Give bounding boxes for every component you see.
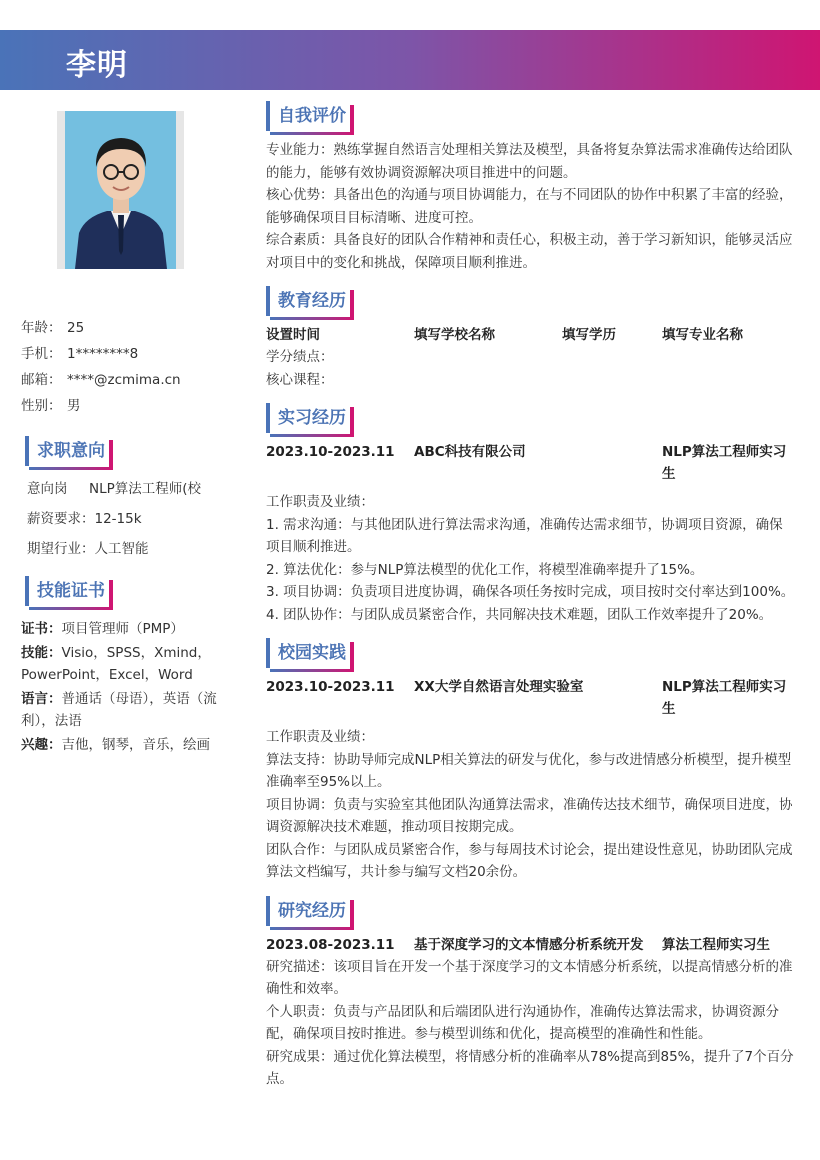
intern-role: NLP算法工程师实习生 <box>662 444 787 482</box>
email-label: 邮箱： <box>21 372 62 388</box>
self-eval-p1: 专业能力：熟练掌握自然语言处理相关算法及模型，具备将复杂算法需求准确传达给团队的能力，能够有效协调资源解决项目推进中的问题。 <box>266 142 793 181</box>
cert-row <box>21 618 221 640</box>
intern-company: ABC科技有限公司 <box>414 444 526 460</box>
skills-title: 技能证书 <box>25 576 109 606</box>
industry-row <box>27 540 221 570</box>
position-value: NLP算法工程师(校 <box>89 481 202 497</box>
industry-label: 期望行业： <box>27 541 95 557</box>
edu-time: 设置时间 <box>266 327 320 343</box>
internship-header-row <box>266 441 796 485</box>
intern-time: 2023.10-2023.11 <box>266 444 395 460</box>
hobby-value: 吉他，钢琴，音乐，绘画 <box>61 737 210 753</box>
edu-degree: 填写学历 <box>562 327 616 343</box>
research-result: 研究成果：通过优化算法模型，将情感分析的准确率从78%提高到85%，提升了7个百分点。 <box>266 1048 794 1087</box>
edu-gpa: 学分绩点： <box>266 349 334 365</box>
position-row <box>27 480 221 510</box>
age-value: 25 <box>67 320 85 336</box>
right-column <box>266 101 796 1103</box>
edu-courses: 核心课程： <box>266 371 334 388</box>
gender-label: 性别： <box>21 398 62 414</box>
campus-header-row <box>266 676 796 720</box>
research-duty: 个人职责：负责与产品团队和后端团队进行沟通协作，准确传达算法需求，协调资源分配，确保项目按时推进。参与模型训练和优化，提高模型的准确性和性能。 <box>266 1003 779 1042</box>
hobby-row <box>21 734 221 756</box>
cert-value: 项目管理师（PMP） <box>61 621 184 637</box>
gender-value: 男 <box>67 398 81 414</box>
salary-label: 薪资要求： <box>27 511 95 527</box>
research-time: 2023.08-2023.11 <box>266 936 395 953</box>
research-section <box>266 896 796 1091</box>
left-column <box>21 318 221 756</box>
edu-major: 填写专业名称 <box>662 327 743 343</box>
phone-label: 手机： <box>21 346 62 362</box>
campus-time: 2023.10-2023.11 <box>266 679 395 695</box>
portrait-image <box>65 111 176 269</box>
skill-label: 技能： <box>21 645 62 661</box>
age-label: 年龄： <box>21 320 62 336</box>
research-title: 研究经历 <box>266 896 350 926</box>
intern-duty-4: 4. 团队协作：与团队成员紧密合作，共同解决技术难题，团队工作效率提升了20%。 <box>266 606 773 623</box>
education-row <box>266 324 796 346</box>
campus-role: NLP算法工程师实习生 <box>662 679 787 717</box>
age-row <box>21 318 221 344</box>
header-banner <box>0 30 820 90</box>
language-value: 普通话（母语），英语（流利），法语 <box>21 691 217 729</box>
cert-label: 证书： <box>21 621 62 637</box>
skill-row <box>21 642 221 686</box>
email-row <box>21 370 221 396</box>
intern-duty-1: 1. 需求沟通：与其他团队进行算法需求沟通，准确传达需求细节，协调项目资源，确保项目顺利推进。 <box>266 516 783 555</box>
salary-value: 12-15k <box>94 511 142 527</box>
self-eval-title: 自我评价 <box>266 101 350 131</box>
gender-row <box>21 396 221 422</box>
education-title: 教育经历 <box>266 286 350 316</box>
edu-school: 填写学校名称 <box>414 327 495 343</box>
self-eval-p3: 综合素质：具备良好的团队合作精神和责任心，积极主动，善于学习新知识，能够灵活应对项目中的变化和挑战，保障项目顺利推进。 <box>266 232 793 271</box>
intern-duty-3: 3. 项目协调：负责项目进度协调，确保各项任务按时完成，项目按时交付率达到100%。 <box>266 584 795 600</box>
language-row <box>21 688 221 732</box>
email-value: ****@zcmima.cn <box>67 372 181 388</box>
profile-photo <box>57 111 184 269</box>
self-eval-section <box>266 101 796 274</box>
research-header-row <box>266 934 796 956</box>
campus-duty-3: 团队合作：与团队成员紧密合作，参与每周技术讨论会，提出建设性意见，协助团队完成算法文档编写，共计参与编写文档20余份。 <box>266 841 793 880</box>
internship-title: 实习经历 <box>266 403 350 433</box>
phone-value: 1********8 <box>67 346 139 362</box>
research-project: 基于深度学习的文本情感分析系统开发 <box>414 936 644 953</box>
intern-duty-2: 2. 算法优化：参与NLP算法模型的优化工作，将模型准确率提升了15%。 <box>266 561 704 578</box>
skill-value: Visio，SPSS，Xmind，PowerPoint，Excel，Word <box>21 645 211 683</box>
education-section <box>266 286 796 391</box>
campus-section <box>266 638 796 884</box>
internship-section <box>266 403 796 626</box>
research-desc: 研究描述：该项目旨在开发一个基于深度学习的文本情感分析系统，以提高情感分析的准确性和效率。 <box>266 958 793 997</box>
self-eval-p2: 核心优势：具备出色的沟通与项目协调能力，在与不同团队的协作中积累了丰富的经验，能够确保项目目标清晰、进度可控。 <box>266 187 793 226</box>
industry-value: 人工智能 <box>94 541 149 557</box>
phone-row <box>21 344 221 370</box>
campus-title: 校园实践 <box>266 638 350 668</box>
campus-duty-1: 算法支持：协助导师完成NLP相关算法的研发与优化，参与改进情感分析模型，提升模型准确率至95%以上。 <box>266 751 792 790</box>
campus-duty-2: 项目协调：负责与实验室其他团队沟通算法需求，准确传达技术细节，确保项目进度，协调资源解决技术难题，推动项目按期完成。 <box>266 796 793 835</box>
candidate-name: 李明 <box>66 48 128 83</box>
campus-duty-title: 工作职责及业绩： <box>266 729 374 745</box>
research-role: 算法工程师实习生 <box>662 936 770 953</box>
salary-row <box>27 510 221 540</box>
job-intent-title: 求职意向 <box>25 436 109 466</box>
intern-duty-title: 工作职责及业绩： <box>266 494 374 510</box>
campus-org: XX大学自然语言处理实验室 <box>414 679 584 695</box>
hobby-label: 兴趣： <box>21 737 62 753</box>
language-label: 语言： <box>21 691 62 707</box>
position-label: 意向岗 <box>27 481 68 497</box>
